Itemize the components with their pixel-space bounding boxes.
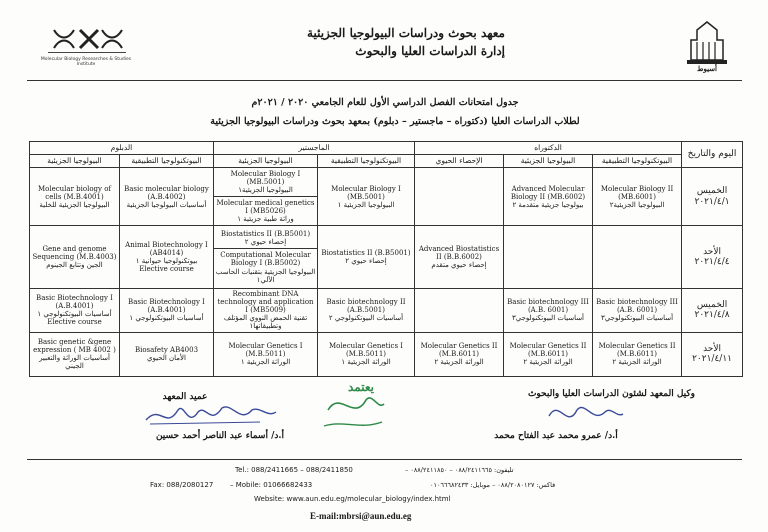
table-row xyxy=(30,288,743,332)
table-cell: Basic genetic &gene expression ( MB 4002 ) أساسيات الوراثة والتعبير الجيني xyxy=(30,332,120,376)
table-cell: Gene and genome Sequencing (M.B.4003) الجين وتتابع الجينوم xyxy=(30,226,120,288)
day-date-cell xyxy=(682,288,743,332)
exam-schedule-table xyxy=(29,141,743,377)
table-cell: Molecular Biology II (MB.6001) البيولوجيا الجزيئية٢ xyxy=(593,168,682,226)
approval-mark: يعتمد xyxy=(348,380,374,394)
table-cell: Recombinant DNA technology and application Ⅰ (MB5009) تقنية الحمض النووي المؤتلف وتطبيقاتها١ xyxy=(214,288,318,332)
table-cell: Advanced Biostatistics II (B.B.6002) إحصاء حيوي متقدم xyxy=(415,226,504,288)
group-masters: الماجستير xyxy=(214,142,415,155)
date-label: ٢٠٢١/٤/١ xyxy=(694,196,730,207)
date-label: ٢٠٢١/٤/٤ xyxy=(694,256,730,267)
institute-logo xyxy=(40,22,132,74)
group-doctorate: الدكتوراه xyxy=(415,142,682,155)
day-date-cell xyxy=(682,226,743,288)
table-cell: Basic molecular biology (A.B.4002) أساسيات البيولوجيا الجزيئية xyxy=(120,168,214,226)
table-cell: Biostatistics II (B.B5001) إحصاء حيوي ٢ Computational Molecular Biology Ⅰ (B.B5002) البيولوجيا الجزيئية بتقنيات الحاسب الآلي١ xyxy=(214,226,318,288)
table-cell xyxy=(593,226,682,288)
col-header-diploma-applied: البيوتكنولوجيا التطبيقية xyxy=(120,155,214,168)
table-cell: Advanced Molecular Biology II (MB.6002) بيولوجيا جزيئية متقدمة ٢ xyxy=(504,168,593,226)
table-cell xyxy=(415,288,504,332)
fax-number: Fax: 088/2080127 xyxy=(150,481,214,489)
institute-title: معهد بحوث ودراسات البيولوجيا الجزيئية xyxy=(307,26,505,40)
table-cell: Molecular biology of cells (M.B.4001) البيولوجيا الجزيئية للخلية xyxy=(30,168,120,226)
university-logo xyxy=(683,20,731,72)
footer-divider xyxy=(27,459,742,460)
day-label: الأحد xyxy=(703,246,721,257)
col-header-phd-biostat: الإحصاء الحيوي xyxy=(415,155,504,168)
col-header-diploma-molbio: البيولوجيا الجزيئية xyxy=(30,155,120,168)
table-cell: Molecular Biology I (MB.5001) البيولوجيا الجزيئية ١ xyxy=(318,168,415,226)
website-link[interactable]: Website: www.aun.edu.eg/molecular_biology/index.html xyxy=(254,495,451,503)
table-cell: Basic biotechnology II (A.B.5001) أساسيات البيوتكنولوجي ٢ xyxy=(318,288,415,332)
vice-dean-name: أ.د/ عمرو محمد عبد الفتاح محمد xyxy=(494,431,618,441)
logo-tagline: Molecular Biology Researches & Studies Institute xyxy=(40,57,132,67)
university-logo-text: أسيوط xyxy=(696,64,717,73)
table-cell: Basic biotechnology III (A.B. 6001) أساسيات البيوتكنولوجي٣ xyxy=(593,288,682,332)
dean-title: عميد المعهد xyxy=(162,392,208,402)
table-cell: Basic biotechnology III (A.B. 6001) أساسيات البيوتكنولوجي٣ xyxy=(504,288,593,332)
table-cell: Molecular Biology I (MB.5001) البيولوجيا الجزيئية١ Molecular medical genetics Ⅰ (MB5026) وراثة طبية جزيئية ١ xyxy=(214,168,318,226)
day-date-cell xyxy=(682,168,743,226)
dean-name: أ.د/ أسماء عبد الناصر أحمد حسين xyxy=(155,431,285,441)
table-row xyxy=(30,332,743,376)
column-header-row xyxy=(30,155,743,168)
group-diploma: الدبلوم xyxy=(30,142,214,155)
mobile-number: – Mobile: 01066682433 xyxy=(230,481,313,489)
table-cell: Molecular Genetics II (M.B.6011) الوراثة الجزيئية ٢ xyxy=(415,332,504,376)
fax-number-arabic: فاكس: ٠٨٨/٢٠٨٠١٢٧ – موبايل: ٠١٠٦٦٦٨٢٤٣٣ xyxy=(430,481,556,489)
table-cell xyxy=(415,168,504,226)
table-row xyxy=(30,168,743,226)
phone-number: Tel.: 088/2411665 – 088/2411850 xyxy=(235,466,353,474)
col-header-masters-molbio: البيولوجيا الجزيئية xyxy=(214,155,318,168)
vice-dean-title: وكيل المعهد لشئون الدراسات العليا والبحوث xyxy=(527,389,695,399)
header-divider xyxy=(27,80,742,81)
table-cell: Biostatistics II (B.B5001) إحصاء حيوي ٢ xyxy=(318,226,415,288)
table-cell: Molecular Genetics I (M.B.5011) الوراثة الجزيئية ١ xyxy=(214,332,318,376)
phone-number-arabic: تليفون: ٠٨٨/٢٤١١٦٦٥ – ٠٨٨/٢٤١١٨٥٠ – xyxy=(405,466,514,474)
col-header-phd-applied: البيوتكنولوجيا التطبيقية xyxy=(593,155,682,168)
table-cell: Basic Biotechnology I (A.B.4001) أساسيات البيوتكنولوجي ١ Elective course xyxy=(30,288,120,332)
dean-signature-icon xyxy=(140,400,280,432)
col-header-phd-molbio: البيولوجيا الجزيئية xyxy=(504,155,593,168)
day-label: الأحد xyxy=(703,344,721,355)
table-cell: Molecular Genetics II (M.B.6011) الوراثة الجزيئية ٢ xyxy=(593,332,682,376)
day-label: الخميس xyxy=(696,186,728,197)
table-cell xyxy=(504,226,593,288)
schedule-subtitle: لطلاب الدراسات العليا (دكتوراه – ماجستير – دبلوم) بمعهد بحوث ودراسات البيولوجيا الجزيئية xyxy=(210,116,580,127)
day-date-header: اليوم والتاريخ xyxy=(682,142,743,168)
table-cell: Basic Biotechnology I (A.B.4001) أساسيات البيوتكنولوجي ١ xyxy=(120,288,214,332)
date-label: ٢٠٢١/٤/١١ xyxy=(692,354,732,365)
table-cell: Molecular Genetics I (M.B.5011) الوراثة الجزيئية ١ xyxy=(318,332,415,376)
col-header-masters-applied: البيوتكنولوجيا التطبيقية xyxy=(318,155,415,168)
email-link[interactable]: E-mail:mbrsi@aun.edu.eg xyxy=(310,511,412,521)
table-cell: Molecular Genetics II (M.B.6011) الوراثة الجزيئية ٢ xyxy=(504,332,593,376)
table-cell: Biosafety AB4003 الأمان الحيوي xyxy=(120,332,214,376)
group-header-row xyxy=(30,142,743,155)
table-row xyxy=(30,226,743,288)
table-cell: Animal Biotechnology I (AB4014) بيوتكنولوجيا حيوانية ١ Elective course xyxy=(120,226,214,288)
vice-dean-signature-icon xyxy=(545,396,625,432)
schedule-title: جدول امتحانات الفصل الدراسي الأول للعام الجامعي ٢٠٢٠ / ٢٠٢١م xyxy=(251,97,519,108)
date-label: ٢٠٢١/٤/٨ xyxy=(694,310,730,321)
day-label: الخميس xyxy=(696,299,728,310)
department-title: إدارة الدراسات العليا والبحوث xyxy=(355,44,505,58)
day-date-cell xyxy=(682,332,743,376)
